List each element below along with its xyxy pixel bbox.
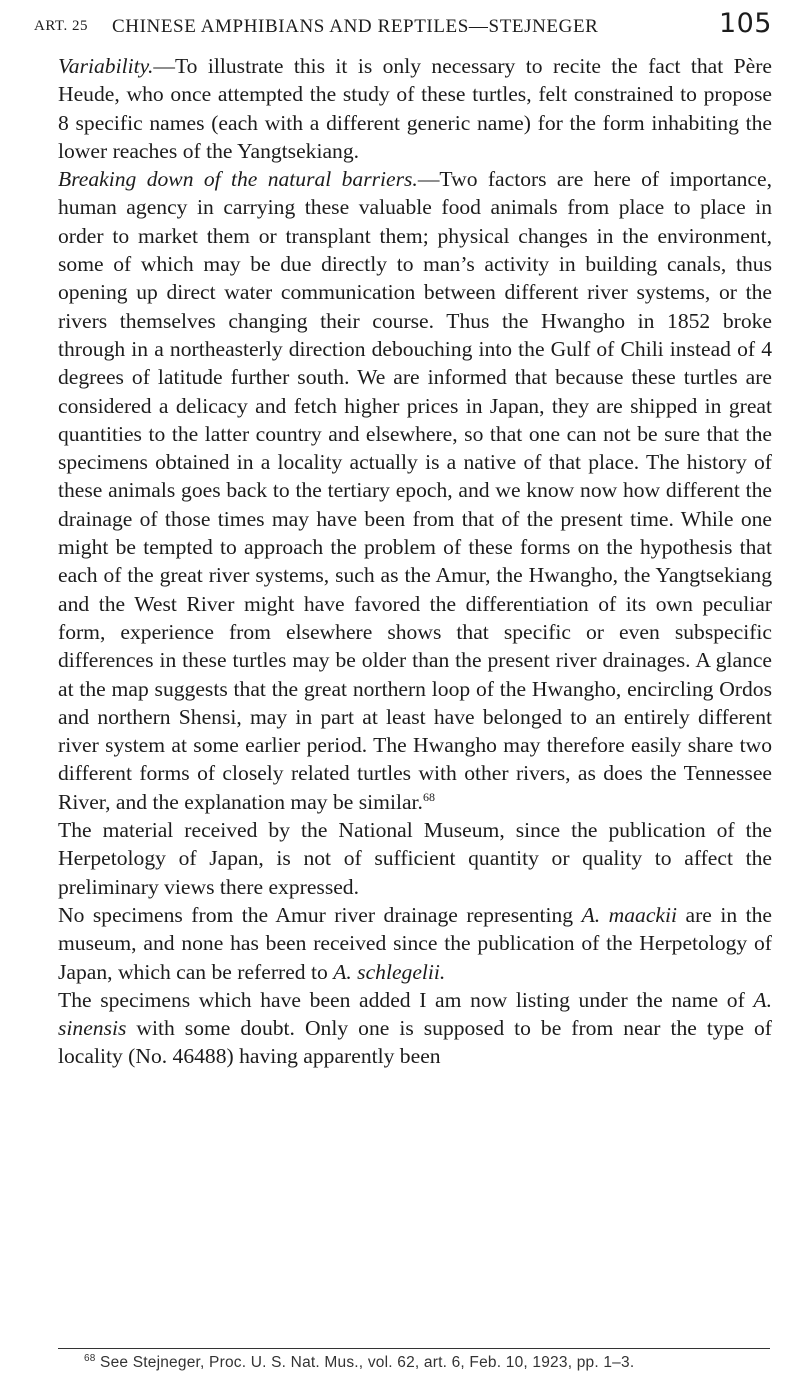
- paragraph-text: with some doubt. Only one is supposed to be from near the type of locality (No. 46488) having apparently been: [58, 1016, 772, 1069]
- paragraph-text: The specimens which have been added I am now listing under the name of: [58, 987, 754, 1012]
- paragraph-amur: [58, 901, 772, 986]
- footnote-divider: [58, 1348, 770, 1349]
- footnote-number: 68: [84, 1352, 96, 1364]
- paragraph-text: The material received by the National Museum, since the publication of the Herpetology of Japan, is not of sufficient quantity or quality to affect the preliminary views there expressed.: [58, 818, 772, 899]
- paragraph-heading: Variability.: [58, 54, 154, 78]
- paragraph-specimens: [58, 986, 772, 1071]
- paragraph-barriers: [58, 165, 772, 816]
- paragraph-variability: [58, 52, 772, 165]
- paragraph-text: No specimens from the Amur river drainage representing: [58, 902, 582, 927]
- footnote-text: See Stejneger, Proc. U. S. Nat. Mus., vol. 62, art. 6, Feb. 10, 1923, pp. 1–3.: [100, 1354, 635, 1371]
- footnote: [84, 1354, 774, 1372]
- body-text: [58, 52, 772, 1071]
- article-number: ART. 25: [34, 18, 88, 34]
- species-name: A. schlegelii.: [333, 959, 446, 984]
- species-name: A. maackii: [581, 902, 678, 927]
- paragraph-text: —To illustrate this it is only necessary to recite the fact that Père Heude, who once attempted the study of these turtles, felt constrained to propose 8 specific names (each with a different generic name) for the form inhabiting the lower reaches of the Yangtsekiang.: [58, 54, 772, 163]
- paragraph-text: are in the museum, and none has been received since the publication of the Herpetology of Japan, which can be referred to: [58, 902, 773, 984]
- page-number: 105: [718, 8, 772, 39]
- species-name: A. sinensis: [58, 987, 772, 1041]
- page: [34, 6, 773, 1071]
- paragraph-text: —Two factors are here of importance, human agency in carrying these valuable food animals from place to place in order to market them or transplant them; physical changes in the environment, some of which may be due directly to man’s activity in building canals, thus opening up direct water communication between different river systems, or the rivers themselves changing their course. Thus the Hwangho in 1852 broke through in a northeasterly direction debouching into the Gulf of Chili instead of 4 degrees of latitude further south. We are informed that because these turtles are considered a delicacy and fetch higher prices in Japan, they are shipped in great quantities to the latter country and elsewhere, so that one can not be sure that the specimens obtained in a locality actually is a native of that place. The history of these animals goes back to the tertiary epoch, and we know now how different the drainage of those times may have been from that of the present time. While one might be tempted to approach the problem of these forms on the hypothesis that each of the great river systems, such as the Amur, the Hwangho, the Yangtsekiang and the West River might have favored the differentiation of its own peculiar form, experience from elsewhere shows that specific or even subspecific differences in these turtles may be older than the present river drainages. A glance at the map suggests that the great northern loop of the Hwangho, encircling Ordos and northern Shensi, may in part at least have belonged to an entirely different river system at some earlier period. The Hwangho may therefore easily share two different forms of closely related turtles with other rivers, as does the Tennessee River, and the explanation may be similar.: [58, 167, 772, 814]
- paragraph-heading: Breaking down of the natural barriers.: [58, 167, 418, 192]
- paragraph-material: [58, 816, 772, 901]
- running-title: CHINESE AMPHIBIANS AND REPTILES—STEJNEGER: [112, 16, 599, 37]
- running-head: [34, 6, 772, 46]
- footnote-reference[interactable]: 68: [422, 789, 435, 804]
